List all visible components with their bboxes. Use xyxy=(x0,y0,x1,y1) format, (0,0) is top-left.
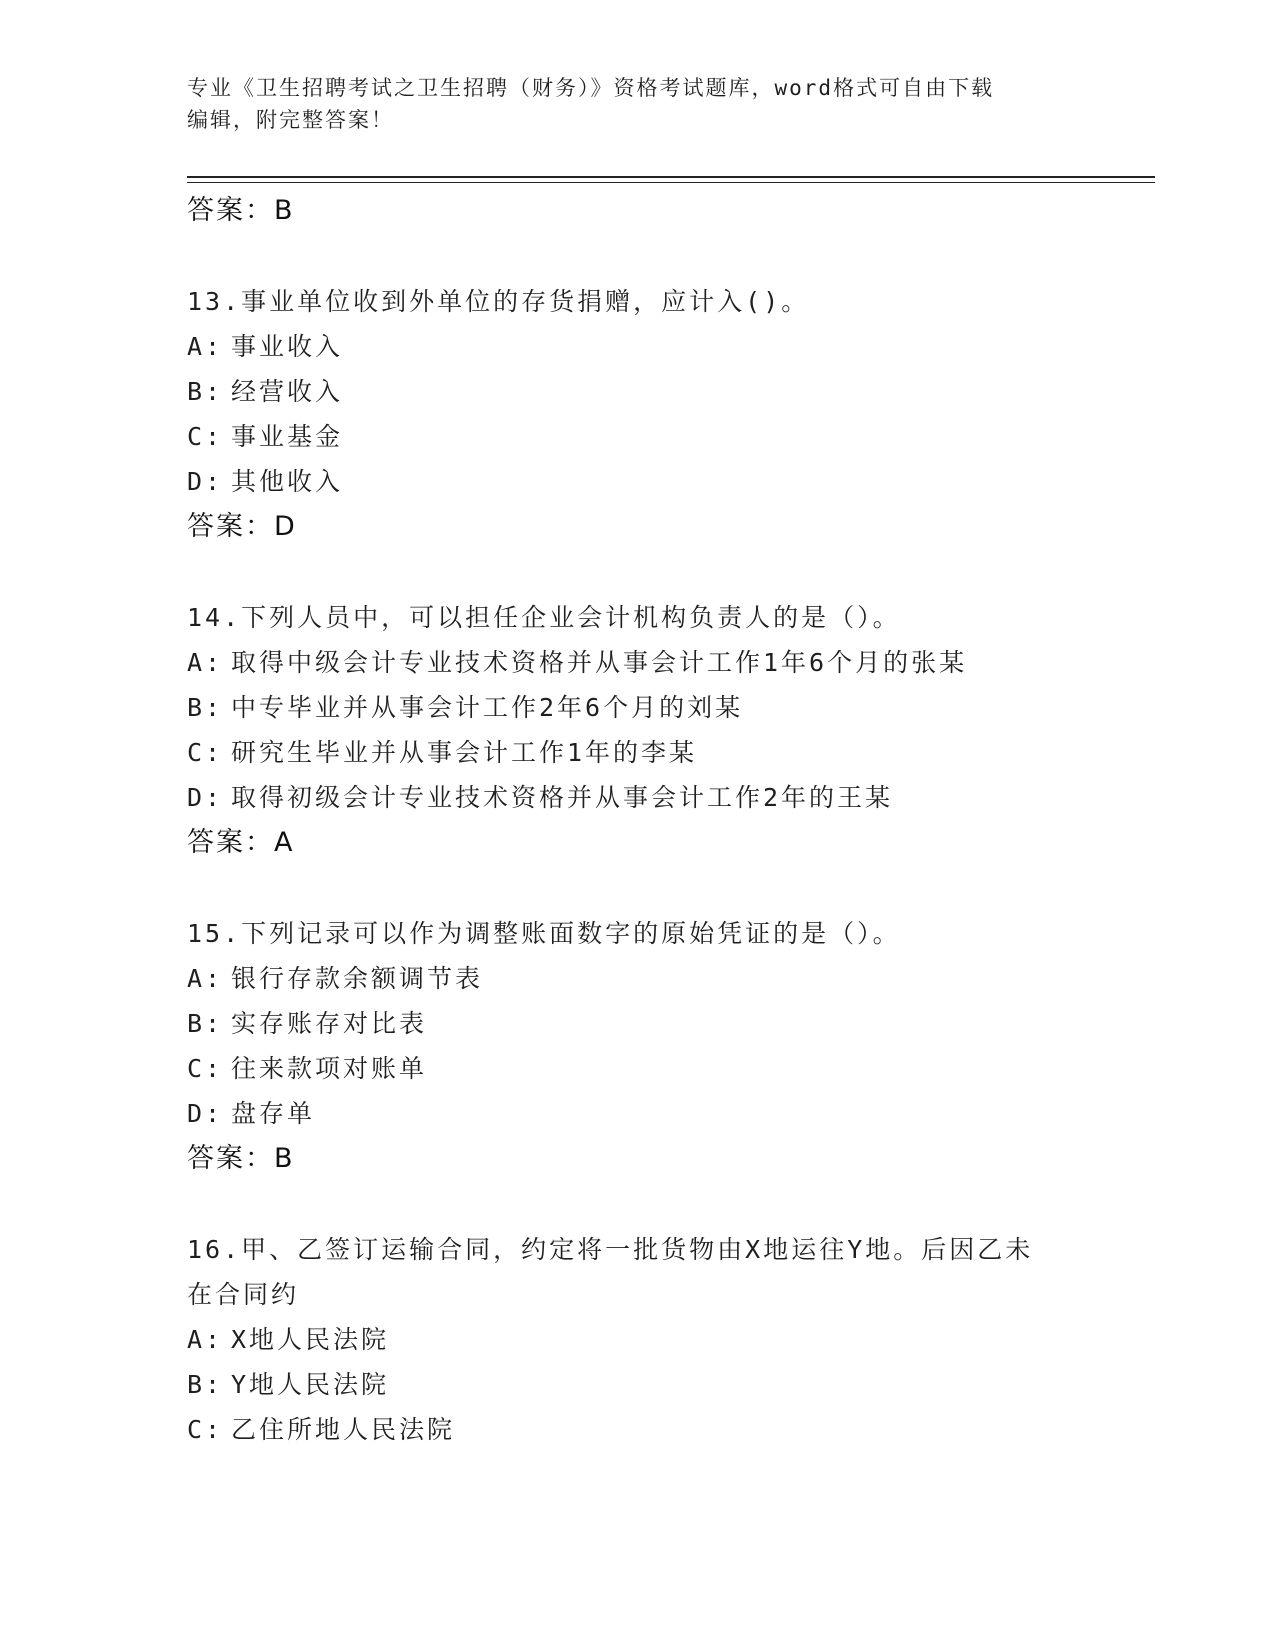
option-text: Y地人民法院 xyxy=(231,1370,390,1399)
option-text: 实存账存对比表 xyxy=(231,1009,428,1038)
question-15 xyxy=(187,911,1087,1181)
option-letter: A: xyxy=(187,648,224,677)
option-c xyxy=(187,1046,1087,1091)
option-letter: B: xyxy=(187,1009,224,1038)
question-stem: 15.下列记录可以作为调整账面数字的原始凭证的是（）。 xyxy=(187,919,901,948)
option-letter: D: xyxy=(187,1099,224,1128)
option-letter: B: xyxy=(187,1370,224,1399)
header-line-1: 专业《卫生招聘考试之卫生招聘（财务）》资格考试题库，word格式可自由下载 xyxy=(187,76,995,100)
option-letter: D: xyxy=(187,783,224,812)
question-16 xyxy=(187,1227,1087,1452)
question-stem-line-1: 16.甲、乙签订运输合同，约定将一批货物由X地运往Y地。后因乙未 xyxy=(187,1235,1034,1264)
question-list xyxy=(187,188,1087,1452)
option-letter: C: xyxy=(187,1054,224,1083)
option-c xyxy=(187,1407,1087,1452)
option-c xyxy=(187,414,1087,459)
spacer xyxy=(187,1181,1087,1227)
option-letter: B: xyxy=(187,377,224,406)
option-letter: C: xyxy=(187,738,224,767)
option-a xyxy=(187,324,1087,369)
option-text: 往来款项对账单 xyxy=(231,1054,428,1083)
option-b xyxy=(187,369,1087,414)
question-14 xyxy=(187,595,1087,865)
option-text: 取得初级会计专业技术资格并从事会计工作2年的王某 xyxy=(231,783,894,812)
option-letter: B: xyxy=(187,693,224,722)
question-13 xyxy=(187,279,1087,549)
answer-line: 答案：B xyxy=(187,1143,295,1174)
option-letter: A: xyxy=(187,964,224,993)
option-letter: A: xyxy=(187,1325,224,1354)
question-stem-line-2: 在合同约 xyxy=(187,1280,300,1309)
option-b xyxy=(187,1001,1087,1046)
option-d xyxy=(187,1091,1087,1136)
option-text: 盘存单 xyxy=(231,1099,316,1128)
question-stem: 13.事业单位收到外单位的存货捐赠，应计入()。 xyxy=(187,287,810,316)
option-letter: A: xyxy=(187,332,224,361)
answer-line: 答案：A xyxy=(187,827,295,858)
question-stem: 14.下列人员中，可以担任企业会计机构负责人的是（）。 xyxy=(187,603,901,632)
spacer xyxy=(187,233,1087,279)
option-text: 事业收入 xyxy=(231,332,344,361)
header-rule-thick xyxy=(187,176,1155,178)
option-text: 其他收入 xyxy=(231,467,344,496)
option-a xyxy=(187,640,1087,685)
option-text: 取得中级会计专业技术资格并从事会计工作1年6个月的张某 xyxy=(231,648,968,677)
option-c xyxy=(187,730,1087,775)
answer-line: 答案：D xyxy=(187,511,297,542)
option-a xyxy=(187,1317,1087,1362)
option-a xyxy=(187,956,1087,1001)
option-text: X地人民法院 xyxy=(231,1325,390,1354)
header-line-2: 编辑，附完整答案！ xyxy=(187,108,394,132)
option-text: 事业基金 xyxy=(231,422,344,451)
option-letter: C: xyxy=(187,1415,224,1444)
spacer xyxy=(187,865,1087,911)
option-text: 中专毕业并从事会计工作2年6个月的刘某 xyxy=(231,693,744,722)
previous-answer: 答案：B xyxy=(187,195,295,226)
option-text: 乙住所地人民法院 xyxy=(231,1415,456,1444)
header-rule-thin xyxy=(187,182,1155,183)
option-letter: D: xyxy=(187,467,224,496)
option-d xyxy=(187,459,1087,504)
option-b xyxy=(187,1362,1087,1407)
option-d xyxy=(187,775,1087,820)
option-b xyxy=(187,685,1087,730)
option-text: 研究生毕业并从事会计工作1年的李某 xyxy=(231,738,698,767)
spacer xyxy=(187,549,1087,595)
document-header xyxy=(187,72,1067,136)
option-letter: C: xyxy=(187,422,224,451)
option-text: 经营收入 xyxy=(231,377,344,406)
option-text: 银行存款余额调节表 xyxy=(231,964,484,993)
